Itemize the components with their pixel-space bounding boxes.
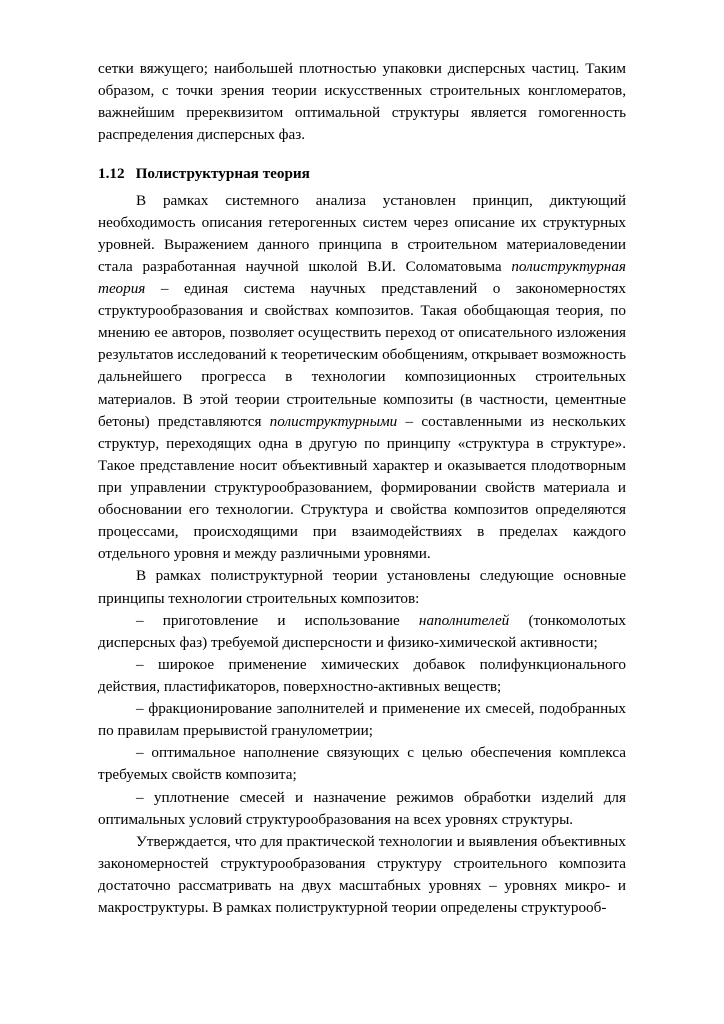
emphasis-polystructural-theory: полиструктурная теория [98,257,626,297]
list-item-3: – фракционирование заполнителей и применение их смесей, подобранных по правилам прерывистой гранулометрии; [98,700,626,740]
emphasis-fillers: наполнителей [418,611,510,629]
section-number: 1.12 [98,165,125,183]
paragraph-conclusion: Утверждается, что для практической технологии и выявления объективных закономерностей структурообразования структуру строительного композита достаточно рассматривать на двух масштабных уровнях – уровнях микро- и макроструктуры. В рамках полиструктурной теории определены структурооб- [98,832,626,917]
list-item-4: – оптимальное наполнение связующих с целью обеспечения комплекса требуемых свойств композита; [98,744,626,784]
list-item-1: – приготовление и использование наполнителей (тонкомолотых дисперсных фаз) требуемой дисперсности и физико-химической активности; [98,611,626,651]
paragraph-polystructural-theory: В рамках системного анализа установлен принцип, диктующий необходимость описания гетерогенных систем через описание их структурных уровней. Выражением данного принципа в строительном материаловедении стала разработанная научной школой В.И. Соломатовыма полиструктурная теория – единая система научных представлений о закономерностях структурообразования и свойствах композитов. Такая обобщающая теория, по мнению ее авторов, позволяет осуществить переход от описательного изложения результатов исследований к теоретическим обобщениям, открывает возможность дальнейшего прогресса в технологии композиционных строительных материалов. В этой теории строительные композиты (в частности, цементные бетоны) представляются полиструктурными – составленными из нескольких структур, переходящих одна в другую по принципу «структура в структуре». Такое представление носит объективный характер и оказывается плодотворным при управлении структурообразованием, формировании свойств материала и обосновании его технологии. Структура и свойства композитов определяются процессами, происходящими при взаимодействиях в пределах каждого отдельного уровня и между различными уровнями. [98,191,626,563]
list-item-2: – широкое применение химических добавок полифункционального действия, пластификаторов, поверхностно-активных веществ; [98,655,626,695]
list-item-5: – уплотнение смесей и назначение режимов обработки изделий для оптимальных условий структурообразования на всех уровнях структуры. [98,788,626,828]
paragraph-principles-intro: В рамках полиструктурной теории установлены следующие основные принципы технологии строительных композитов: [98,567,626,607]
document-body [98,58,626,919]
emphasis-polystructural: полиструктурными [269,412,398,430]
section-title: Полиструктурная теория [135,165,310,183]
section-heading [98,163,626,185]
paragraph-intro: сетки вяжущего; наибольшей плотностью упаковки дисперсных частиц. Таким образом, с точки зрения теории искусственных строительных конгломератов, важнейшим пререквизитом оптимальной структуры является гомогенность распределения дисперсных фаз. [98,60,626,144]
